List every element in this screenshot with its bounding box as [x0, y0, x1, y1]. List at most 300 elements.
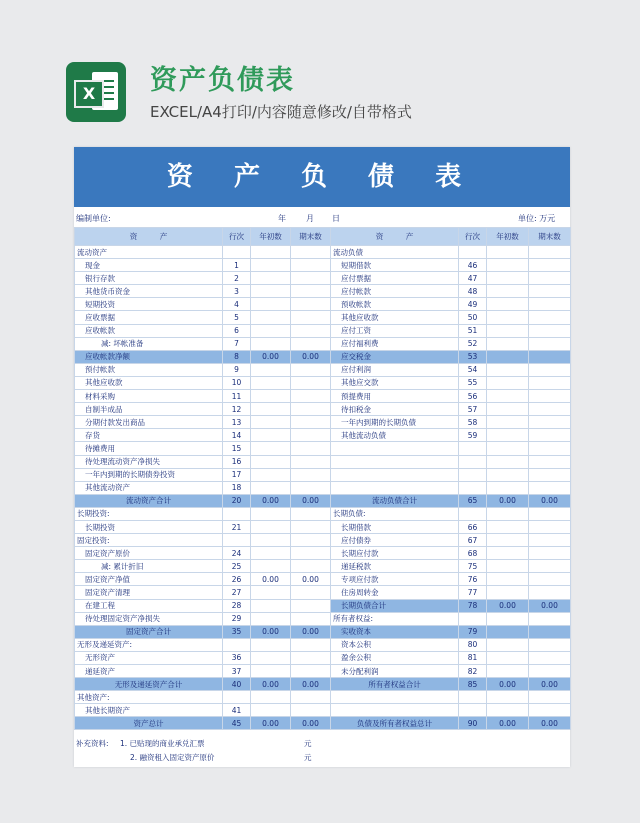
cell-num[interactable]: 55	[459, 376, 487, 389]
cell-end-value[interactable]	[529, 259, 571, 272]
cell-num[interactable]: 52	[459, 337, 487, 350]
cell-end-value[interactable]	[291, 586, 331, 599]
cell-begin-value[interactable]: 0.00	[487, 494, 529, 507]
cell-end-value[interactable]	[291, 691, 331, 704]
cell-label[interactable]	[331, 455, 459, 468]
cell-num[interactable]: 20	[223, 494, 251, 507]
cell-num[interactable]: 5	[223, 311, 251, 324]
cell-num[interactable]: 58	[459, 416, 487, 429]
cell-label[interactable]: 其他流动负债	[331, 429, 459, 442]
cell-label[interactable]: 应付债券	[331, 534, 459, 547]
cell-num[interactable]	[459, 481, 487, 494]
cell-end-value[interactable]: 0.00	[291, 678, 331, 691]
unit-label: 编制单位:	[76, 214, 111, 223]
cell-num[interactable]: 46	[459, 259, 487, 272]
cell-begin-value[interactable]	[487, 324, 529, 337]
cell-label[interactable]: 待处理流动资产净损失	[75, 455, 223, 468]
cell-label[interactable]: 实收资本	[331, 625, 459, 638]
cell-begin-value[interactable]	[487, 520, 529, 533]
cell-label[interactable]: 递延资产	[75, 665, 223, 678]
cell-num[interactable]: 77	[459, 586, 487, 599]
cell-begin-value[interactable]	[251, 651, 291, 664]
cell-begin-value[interactable]	[251, 547, 291, 560]
cell-begin-value[interactable]	[251, 324, 291, 337]
cell-num[interactable]	[459, 704, 487, 717]
cell-label[interactable]: 其他应收款	[331, 311, 459, 324]
cell-num[interactable]: 8	[223, 350, 251, 363]
cell-end-value[interactable]	[529, 272, 571, 285]
cell-begin-value[interactable]	[487, 429, 529, 442]
cell-num[interactable]: 49	[459, 298, 487, 311]
cell-label[interactable]: 材料采购	[75, 390, 223, 403]
cell-end-value[interactable]	[529, 298, 571, 311]
cell-begin-value[interactable]	[251, 390, 291, 403]
cell-begin-value[interactable]	[251, 311, 291, 324]
cell-label[interactable]: 长期应付款	[331, 547, 459, 560]
cell-label[interactable]: 固定资产净值	[75, 573, 223, 586]
cell-begin-value[interactable]	[487, 534, 529, 547]
cell-num[interactable]	[223, 691, 251, 704]
cell-begin-value[interactable]	[487, 363, 529, 376]
cell-end-value[interactable]	[529, 455, 571, 468]
cell-end-value[interactable]	[291, 468, 331, 481]
cell-end-value[interactable]	[529, 573, 571, 586]
cell-num[interactable]: 41	[223, 704, 251, 717]
cell-num[interactable]: 37	[223, 665, 251, 678]
cell-label[interactable]: 减: 累计折旧	[75, 560, 223, 573]
cell-label[interactable]: 待处理固定资产净损失	[75, 612, 223, 625]
cell-begin-value[interactable]	[487, 507, 529, 520]
cell-label[interactable]: 自制半成品	[75, 403, 223, 416]
cell-end-value[interactable]	[291, 337, 331, 350]
cell-end-value[interactable]	[291, 285, 331, 298]
cell-num[interactable]: 68	[459, 547, 487, 560]
cell-label[interactable]: 负债及所有者权益总计	[331, 717, 459, 730]
table-row	[75, 285, 571, 298]
cell-label[interactable]: 无形及递延资产合计	[75, 678, 223, 691]
cell-end-value[interactable]	[291, 246, 331, 259]
cell-label[interactable]	[331, 468, 459, 481]
cell-begin-value[interactable]	[487, 560, 529, 573]
cell-end-value[interactable]	[529, 390, 571, 403]
cell-label[interactable]: 应付福利费	[331, 337, 459, 350]
cell-begin-value[interactable]	[251, 259, 291, 272]
cell-end-value[interactable]	[529, 337, 571, 350]
cell-label[interactable]: 固定资产原价	[75, 547, 223, 560]
cell-end-value[interactable]	[529, 442, 571, 455]
cell-begin-value[interactable]: 0.00	[487, 678, 529, 691]
cell-num[interactable]: 79	[459, 625, 487, 638]
cell-num[interactable]	[459, 468, 487, 481]
cell-num[interactable]: 12	[223, 403, 251, 416]
cell-label[interactable]: 无形资产	[75, 651, 223, 664]
cell-num[interactable]: 50	[459, 311, 487, 324]
cell-begin-value[interactable]	[251, 481, 291, 494]
cell-end-value[interactable]: 0.00	[291, 350, 331, 363]
cell-num[interactable]	[223, 534, 251, 547]
cell-begin-value[interactable]	[251, 507, 291, 520]
cell-end-value[interactable]	[291, 455, 331, 468]
cell-end-value[interactable]	[291, 390, 331, 403]
cell-end-value[interactable]	[529, 534, 571, 547]
cell-end-value[interactable]	[291, 429, 331, 442]
cell-begin-value[interactable]	[487, 285, 529, 298]
cell-label[interactable]: 长期负债合计	[331, 599, 459, 612]
cell-begin-value[interactable]: 0.00	[251, 573, 291, 586]
cell-num[interactable]: 47	[459, 272, 487, 285]
cell-begin-value[interactable]	[487, 665, 529, 678]
cell-label[interactable]: 无形及递延资产:	[75, 638, 223, 651]
cell-label[interactable]: 应交税金	[331, 350, 459, 363]
cell-label[interactable]: 现金	[75, 259, 223, 272]
cell-end-value[interactable]	[529, 638, 571, 651]
cell-end-value[interactable]: 0.00	[291, 717, 331, 730]
cell-label[interactable]: 预付帐款	[75, 363, 223, 376]
cell-begin-value[interactable]	[251, 520, 291, 533]
cell-num[interactable]: 7	[223, 337, 251, 350]
cell-begin-value[interactable]	[487, 704, 529, 717]
cell-label[interactable]: 递延税款	[331, 560, 459, 573]
cell-label[interactable]: 应付票据	[331, 272, 459, 285]
cell-label[interactable]: 固定资产清理	[75, 586, 223, 599]
cell-num[interactable]: 65	[459, 494, 487, 507]
cell-end-value[interactable]	[529, 324, 571, 337]
cell-begin-value[interactable]	[487, 442, 529, 455]
cell-label[interactable]	[331, 704, 459, 717]
cell-begin-value[interactable]	[251, 246, 291, 259]
cell-begin-value[interactable]	[251, 468, 291, 481]
cell-begin-value[interactable]: 0.00	[251, 717, 291, 730]
cell-num[interactable]: 67	[459, 534, 487, 547]
cell-label[interactable]: 一年内到期的长期负债	[331, 416, 459, 429]
cell-num[interactable]: 4	[223, 298, 251, 311]
cell-end-value[interactable]: 0.00	[291, 573, 331, 586]
cell-label[interactable]: 在建工程	[75, 599, 223, 612]
cell-end-value[interactable]	[529, 704, 571, 717]
cell-begin-value[interactable]	[487, 612, 529, 625]
cell-end-value[interactable]	[291, 520, 331, 533]
cell-end-value[interactable]	[529, 350, 571, 363]
cell-num[interactable]: 21	[223, 520, 251, 533]
cell-label[interactable]: 固定资产合计	[75, 625, 223, 638]
cell-num[interactable]: 29	[223, 612, 251, 625]
cell-label[interactable]: 预提费用	[331, 390, 459, 403]
cell-num[interactable]: 78	[459, 599, 487, 612]
cell-begin-value[interactable]	[487, 298, 529, 311]
cell-begin-value[interactable]	[487, 272, 529, 285]
cell-begin-value[interactable]	[251, 363, 291, 376]
cell-begin-value[interactable]	[487, 691, 529, 704]
cell-begin-value[interactable]	[487, 350, 529, 363]
cell-label[interactable]: 其他应交款	[331, 376, 459, 389]
cell-label[interactable]: 长期投资	[75, 520, 223, 533]
cell-begin-value[interactable]	[487, 337, 529, 350]
cell-label[interactable]: 固定投资:	[75, 534, 223, 547]
cell-end-value[interactable]	[529, 507, 571, 520]
cell-label[interactable]: 减: 坏帐准备	[75, 337, 223, 350]
cell-num[interactable]	[459, 246, 487, 259]
cell-end-value[interactable]	[291, 547, 331, 560]
cell-begin-value[interactable]	[251, 285, 291, 298]
cell-num[interactable]: 3	[223, 285, 251, 298]
cell-end-value[interactable]	[529, 429, 571, 442]
cell-end-value[interactable]	[291, 704, 331, 717]
cell-end-value[interactable]	[529, 651, 571, 664]
cell-begin-value[interactable]	[251, 429, 291, 442]
page-subtitle: EXCEL/A4打印/内容随意修改/自带格式	[150, 103, 412, 121]
cell-label[interactable]: 应付工资	[331, 324, 459, 337]
cell-begin-value[interactable]	[251, 298, 291, 311]
cell-num[interactable]: 85	[459, 678, 487, 691]
cell-label[interactable]: 其他资产:	[75, 691, 223, 704]
cell-label[interactable]: 短期投资	[75, 298, 223, 311]
cell-end-value[interactable]	[529, 625, 571, 638]
cell-begin-value[interactable]	[251, 560, 291, 573]
cell-end-value[interactable]	[529, 665, 571, 678]
cell-begin-value[interactable]	[251, 599, 291, 612]
cell-num[interactable]: 18	[223, 481, 251, 494]
cell-num[interactable]: 81	[459, 651, 487, 664]
cell-num[interactable]: 56	[459, 390, 487, 403]
cell-num[interactable]: 36	[223, 651, 251, 664]
cell-begin-value[interactable]	[487, 376, 529, 389]
cell-num[interactable]: 2	[223, 272, 251, 285]
cell-label[interactable]: 所有者权益合计	[331, 678, 459, 691]
cell-label[interactable]: 资本公积	[331, 638, 459, 651]
cell-num[interactable]	[459, 691, 487, 704]
cell-num[interactable]: 45	[223, 717, 251, 730]
cell-end-value[interactable]	[291, 259, 331, 272]
cell-num[interactable]: 15	[223, 442, 251, 455]
cell-end-value[interactable]	[529, 586, 571, 599]
cell-label[interactable]: 应收票据	[75, 311, 223, 324]
cell-label[interactable]: 存货	[75, 429, 223, 442]
cell-begin-value[interactable]: 0.00	[251, 625, 291, 638]
cell-end-value[interactable]	[529, 403, 571, 416]
cell-begin-value[interactable]: 0.00	[487, 717, 529, 730]
cell-end-value[interactable]	[291, 363, 331, 376]
cell-num[interactable]: 59	[459, 429, 487, 442]
cell-begin-value[interactable]: 0.00	[251, 494, 291, 507]
cell-num[interactable]	[459, 455, 487, 468]
cell-label[interactable]: 银行存款	[75, 272, 223, 285]
cell-end-value[interactable]	[529, 481, 571, 494]
cell-begin-value[interactable]	[251, 534, 291, 547]
cell-num[interactable]: 25	[223, 560, 251, 573]
cell-label[interactable]: 盈余公积	[331, 651, 459, 664]
cell-end-value[interactable]	[529, 547, 571, 560]
cell-label[interactable]: 住房周转金	[331, 586, 459, 599]
cell-end-value[interactable]	[291, 298, 331, 311]
cell-begin-value[interactable]: 0.00	[251, 678, 291, 691]
cell-end-value[interactable]	[291, 376, 331, 389]
cell-label[interactable]: 待摊费用	[75, 442, 223, 455]
cell-begin-value[interactable]	[251, 455, 291, 468]
cell-label[interactable]: 未分配利润	[331, 665, 459, 678]
cell-begin-value[interactable]	[487, 403, 529, 416]
cell-num[interactable]: 51	[459, 324, 487, 337]
cell-num[interactable]: 82	[459, 665, 487, 678]
cell-num[interactable]: 13	[223, 416, 251, 429]
cell-num[interactable]: 28	[223, 599, 251, 612]
cell-label[interactable]: 应付帐款	[331, 285, 459, 298]
cell-begin-value[interactable]	[487, 651, 529, 664]
cell-begin-value[interactable]	[487, 259, 529, 272]
cell-end-value[interactable]	[529, 468, 571, 481]
cell-begin-value[interactable]	[487, 468, 529, 481]
cell-end-value[interactable]	[529, 311, 571, 324]
cell-label[interactable]: 一年内到期的长期债券投资	[75, 468, 223, 481]
cell-end-value[interactable]	[291, 612, 331, 625]
cell-label[interactable]: 流动资产	[75, 246, 223, 259]
cell-end-value[interactable]	[291, 534, 331, 547]
cell-num[interactable]: 10	[223, 376, 251, 389]
cell-num[interactable]: 90	[459, 717, 487, 730]
cell-num[interactable]	[223, 246, 251, 259]
cell-end-value[interactable]	[291, 599, 331, 612]
cell-begin-value[interactable]	[251, 612, 291, 625]
cell-num[interactable]: 24	[223, 547, 251, 560]
cell-label[interactable]: 短期借款	[331, 259, 459, 272]
cell-num[interactable]: 53	[459, 350, 487, 363]
cell-label[interactable]: 应收帐款净额	[75, 350, 223, 363]
cell-begin-value[interactable]	[251, 272, 291, 285]
cell-num[interactable]: 75	[459, 560, 487, 573]
cell-begin-value[interactable]	[487, 638, 529, 651]
cell-end-value[interactable]	[291, 665, 331, 678]
cell-label[interactable]: 资产总计	[75, 717, 223, 730]
cell-num[interactable]	[459, 442, 487, 455]
cell-num[interactable]: 6	[223, 324, 251, 337]
cell-num[interactable]	[223, 638, 251, 651]
cell-num[interactable]: 9	[223, 363, 251, 376]
cell-end-value[interactable]	[529, 612, 571, 625]
cell-end-value[interactable]	[291, 324, 331, 337]
cell-num[interactable]: 17	[223, 468, 251, 481]
cell-label[interactable]: 待扣税金	[331, 403, 459, 416]
cell-begin-value[interactable]	[251, 586, 291, 599]
cell-num[interactable]: 14	[223, 429, 251, 442]
cell-end-value[interactable]	[291, 403, 331, 416]
cell-label[interactable]: 其他长期资产	[75, 704, 223, 717]
cell-num[interactable]: 40	[223, 678, 251, 691]
cell-label[interactable]	[331, 691, 459, 704]
cell-label[interactable]: 预收帐款	[331, 298, 459, 311]
cell-label[interactable]: 流动负债	[331, 246, 459, 259]
cell-num[interactable]: 80	[459, 638, 487, 651]
cell-label[interactable]: 分期付款发出商品	[75, 416, 223, 429]
cell-label[interactable]: 流动资产合计	[75, 494, 223, 507]
cell-num[interactable]: 57	[459, 403, 487, 416]
cell-num[interactable]: 35	[223, 625, 251, 638]
cell-end-value[interactable]	[291, 481, 331, 494]
cell-end-value[interactable]	[291, 311, 331, 324]
cell-num[interactable]: 26	[223, 573, 251, 586]
cell-end-value[interactable]: 0.00	[529, 599, 571, 612]
cell-begin-value[interactable]	[251, 403, 291, 416]
cell-label[interactable]: 其他应收款	[75, 376, 223, 389]
cell-begin-value[interactable]	[251, 638, 291, 651]
cell-end-value[interactable]: 0.00	[529, 678, 571, 691]
cell-end-value[interactable]	[529, 520, 571, 533]
cell-num[interactable]: 54	[459, 363, 487, 376]
cell-end-value[interactable]: 0.00	[291, 625, 331, 638]
cell-begin-value[interactable]	[487, 481, 529, 494]
cell-begin-value[interactable]	[251, 376, 291, 389]
cell-label[interactable]: 应收帐款	[75, 324, 223, 337]
cell-begin-value[interactable]	[487, 390, 529, 403]
cell-end-value[interactable]	[291, 560, 331, 573]
cell-label[interactable]: 其他流动资产	[75, 481, 223, 494]
cell-begin-value[interactable]	[251, 691, 291, 704]
cell-end-value[interactable]	[529, 416, 571, 429]
cell-end-value[interactable]	[529, 246, 571, 259]
cell-end-value[interactable]: 0.00	[529, 717, 571, 730]
cell-begin-value[interactable]	[487, 586, 529, 599]
cell-num[interactable]: 16	[223, 455, 251, 468]
cell-begin-value[interactable]	[487, 246, 529, 259]
cell-begin-value[interactable]	[251, 416, 291, 429]
cell-num[interactable]	[459, 612, 487, 625]
cell-end-value[interactable]	[291, 272, 331, 285]
cell-begin-value[interactable]	[487, 416, 529, 429]
cell-num[interactable]: 1	[223, 259, 251, 272]
cell-end-value[interactable]	[529, 560, 571, 573]
cell-end-value[interactable]	[529, 285, 571, 298]
cell-begin-value[interactable]: 0.00	[251, 350, 291, 363]
cell-num[interactable]: 48	[459, 285, 487, 298]
cell-begin-value[interactable]	[487, 455, 529, 468]
cell-num[interactable]	[223, 507, 251, 520]
cell-begin-value[interactable]	[487, 547, 529, 560]
cell-label[interactable]: 应付利润	[331, 363, 459, 376]
cell-begin-value[interactable]	[251, 337, 291, 350]
cell-num[interactable]: 11	[223, 390, 251, 403]
cell-end-value[interactable]	[291, 507, 331, 520]
cell-end-value[interactable]	[529, 691, 571, 704]
cell-label[interactable]	[331, 442, 459, 455]
cell-end-value[interactable]	[529, 376, 571, 389]
cell-num[interactable]: 66	[459, 520, 487, 533]
cell-label[interactable]: 所有者权益:	[331, 612, 459, 625]
cell-num[interactable]: 27	[223, 586, 251, 599]
cell-end-value[interactable]	[291, 442, 331, 455]
cell-begin-value[interactable]: 0.00	[487, 599, 529, 612]
cell-end-value[interactable]: 0.00	[529, 494, 571, 507]
cell-label[interactable]: 其他货币资金	[75, 285, 223, 298]
cell-end-value[interactable]	[291, 638, 331, 651]
cell-label[interactable]: 专项应付款	[331, 573, 459, 586]
cell-label[interactable]: 流动负债合计	[331, 494, 459, 507]
cell-end-value[interactable]	[291, 416, 331, 429]
cell-begin-value[interactable]	[251, 442, 291, 455]
table-row	[75, 534, 571, 547]
cell-label[interactable]: 长期负债:	[331, 507, 459, 520]
cell-label[interactable]	[331, 481, 459, 494]
cell-begin-value[interactable]	[251, 665, 291, 678]
cell-end-value[interactable]	[291, 651, 331, 664]
cell-end-value[interactable]: 0.00	[291, 494, 331, 507]
cell-begin-value[interactable]	[251, 704, 291, 717]
cell-label[interactable]: 长期借款	[331, 520, 459, 533]
cell-begin-value[interactable]	[487, 573, 529, 586]
cell-num[interactable]	[459, 507, 487, 520]
cell-begin-value[interactable]	[487, 311, 529, 324]
cell-label[interactable]: 长期投资:	[75, 507, 223, 520]
cell-begin-value[interactable]	[487, 625, 529, 638]
cell-end-value[interactable]	[529, 363, 571, 376]
cell-num[interactable]: 76	[459, 573, 487, 586]
